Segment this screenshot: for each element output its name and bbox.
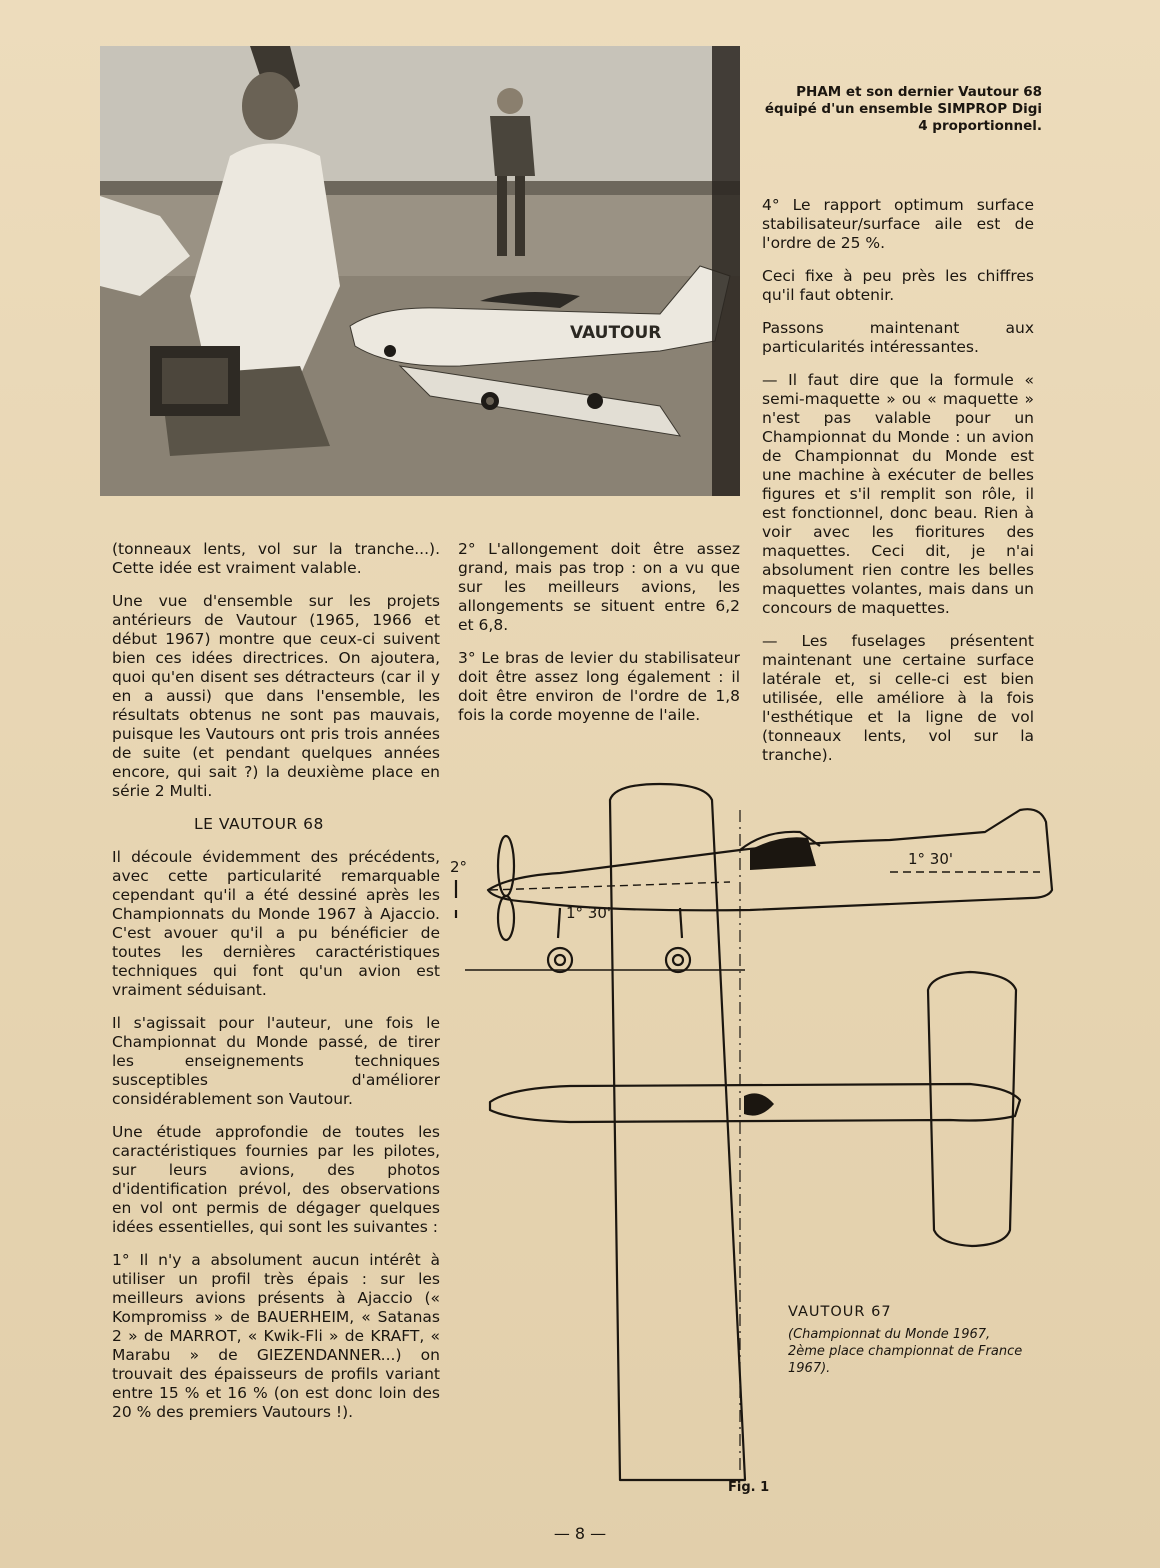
angle-tail-label: 1° 30' <box>908 850 954 868</box>
section-heading: LE VAUTOUR 68 <box>194 815 324 833</box>
photo-illustration <box>100 46 740 496</box>
paragraph: (tonneaux lents, vol sur la tranche...). Cette idée est vraiment valable. <box>112 540 440 577</box>
vautour-drawing <box>450 770 1060 1490</box>
paragraph: — Les fuselages présentent maintenant une certaine surface latérale et, si celle-ci est bien utilisée, elle améliore à la fois l'esthétique et la ligne de vol (tonneaux lents, vol sur la tranche). <box>762 632 1034 764</box>
paragraph: 1° Il n'y a absolument aucun intérêt à utiliser un profil très épais : sur les meilleurs avions présents à Ajaccio (« Kompromiss » de BAUERHEIM, « Satanas 2 » de MARROT, « Kwik-Fli » de KRAFT, « Marabu » de GIEZENDANNER...) on trouvait des épaisseurs de profils variant entre 15 % et 16 % (on est donc loin des 20 % des premiers Vautours !). <box>112 1251 440 1421</box>
text-column-3 <box>762 196 1034 779</box>
drawing-caption-subtitle: (Championnat du Monde 1967, 2ème place championnat de France 1967). <box>788 1327 1023 1376</box>
top-view-wing <box>610 784 745 1480</box>
angle-nose-label: 2° <box>450 858 468 876</box>
paragraph: 2° L'allongement doit être assez grand, mais pas trop : on a vu que sur les meilleurs avions, les allongements se situent entre 6,2 et 6,8. <box>458 540 740 634</box>
angle-wing-label: 1° 30' <box>566 904 612 922</box>
paragraph: — Il faut dire que la formule « semi-maquette » ou « maquette » n'est pas valable pour un Championnat du Monde : un avion de Championnat du Monde est une machine à exécuter de belles figures et s'il remplit son rôle, il est fonctionnel, donc beau. Rien à voir avec les fioritures des maquettes. Ceci dit, je n'ai absolument rien contre les belles maquettes volantes, mais dans un concours de maquettes. <box>762 371 1034 617</box>
top-view-tailplane <box>928 972 1016 1246</box>
paragraph: Il découle évidemment des précédents, avec cette particularité remarquable cependant qu'il a été dessiné après les Championnats du Monde 1967 à Ajaccio. C'est avouer qu'il a pu bénéficier de toutes les dernières caractéristiques techniques qui font qu'un avion est vraiment séduisant. <box>112 848 440 999</box>
page-number: — 8 — <box>553 1524 607 1543</box>
drawing-caption <box>788 1304 1028 1377</box>
paragraph: Passons maintenant aux particularités intéressantes. <box>762 319 1034 356</box>
drawing-caption-title: VAUTOUR 67 <box>788 1304 892 1320</box>
paragraph: Une étude approfondie de toutes les caractéristiques fournies par les pilotes, sur leurs avions, des photos d'identification prévol, des observations en vol ont permis de dégager quelques idées essentielles, qui sont les suivantes : <box>112 1123 440 1236</box>
photo-caption: PHAM et son dernier Vautour 68 équipé d'un ensemble SIMPROP Digi 4 proportionnel. <box>764 84 1042 134</box>
paragraph: 3° Le bras de levier du stabilisateur doit être assez long également : il doit être environ de l'ordre de 1,8 fois la corde moyenne de l'aile. <box>458 649 740 724</box>
text-column-2 <box>458 540 740 739</box>
figure-label: Fig. 1 <box>728 1480 770 1495</box>
text-column-1 <box>112 540 440 1436</box>
paragraph: Une vue d'ensemble sur les projets antérieurs de Vautour (1965, 1966 et début 1967) montre que ceux-ci suivent bien ces idées directrices. On ajoutera, quoi qu'en disent ses détracteurs (car il y en a aussi) que dans l'ensemble, les résultats obtenus ne sont pas mauvais, puisque les Vautours ont pris trois années de suite (et pendant quelques années encore, qui sait ?) la deuxième place en série 2 Multi. <box>112 592 440 800</box>
paragraph: 4° Le rapport optimum surface stabilisateur/surface aile est de l'ordre de 25 %. <box>762 196 1034 252</box>
paragraph: Il s'agissait pour l'auteur, une fois le Championnat du Monde passé, de tirer les enseignements techniques susceptibles d'améliorer considérablement son Vautour. <box>112 1014 440 1108</box>
photo-pham-vautour <box>100 46 740 496</box>
plane-lettering: VAUTOUR <box>570 323 662 343</box>
paragraph: Ceci fixe à peu près les chiffres qu'il faut obtenir. <box>762 267 1034 304</box>
